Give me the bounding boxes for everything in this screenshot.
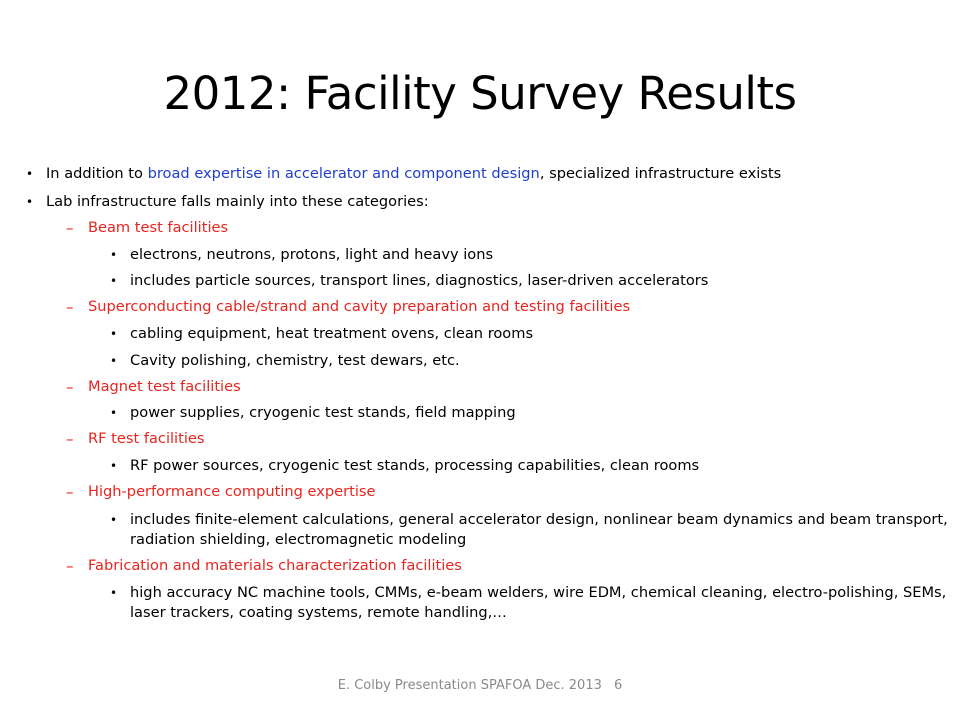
bullet-dot: •: [110, 248, 118, 262]
category-item: includes finite-element calculations, general accelerator design, nonlinear beam dynamics and beam transport, radiation shielding, electromagnetic modeling: [130, 511, 948, 548]
category-dash: –: [66, 430, 74, 448]
category-item: electrons, neutrons, protons, light and heavy ions: [130, 246, 494, 263]
intro-highlight: broad expertise in accelerator and component design: [147, 165, 540, 182]
intro-text-post: , specialized infrastructure exists: [539, 165, 782, 182]
category-dash: –: [66, 219, 74, 237]
footer-text: E. Colby Presentation SPAFOA Dec. 2013: [337, 678, 602, 693]
category-heading: High-performance computing expertise: [88, 483, 376, 500]
intro-line: [46, 164, 781, 184]
bullet-dot: •: [110, 274, 118, 288]
category-dash: –: [66, 557, 74, 575]
bullet-dot: •: [110, 327, 118, 341]
page-number: 6: [614, 678, 623, 693]
bullet-dot: •: [110, 354, 118, 368]
category-dash: –: [66, 378, 74, 396]
bullet-dot: •: [110, 586, 118, 600]
category-item: high accuracy NC machine tools, CMMs, e-beam welders, wire EDM, chemical cleaning, electro-polishing, SEMs, laser trackers, coating systems, remote handling,…: [130, 584, 947, 621]
category-heading: Beam test facilities: [88, 219, 229, 236]
lab-line: Lab infrastructure falls mainly into these categories:: [46, 193, 429, 210]
category-item: cabling equipment, heat treatment ovens, clean rooms: [130, 325, 534, 342]
intro-text-pre: In addition to: [46, 165, 148, 182]
category-heading: Superconducting cable/strand and cavity preparation and testing facilities: [88, 298, 631, 315]
bullet-dot: •: [26, 195, 34, 209]
bullet-dot: •: [26, 167, 34, 181]
category-heading: Magnet test facilities: [88, 378, 241, 395]
bullet-dot: •: [110, 513, 118, 527]
category-dash: –: [66, 298, 74, 316]
category-item: RF power sources, cryogenic test stands, processing capabilities, clean rooms: [130, 457, 700, 474]
category-dash: –: [66, 483, 74, 501]
category-item: includes particle sources, transport lines, diagnostics, laser-driven accelerators: [130, 272, 709, 289]
bullet-dot: •: [110, 406, 118, 420]
slide-title: 2012: Facility Survey Results: [163, 67, 797, 120]
category-item: power supplies, cryogenic test stands, field mapping: [130, 404, 516, 421]
category-heading: RF test facilities: [88, 430, 205, 447]
slide-footer: [0, 677, 960, 695]
category-item: Cavity polishing, chemistry, test dewars, etc.: [130, 352, 460, 369]
category-heading: Fabrication and materials characterization facilities: [88, 557, 462, 574]
bullet-dot: •: [110, 459, 118, 473]
